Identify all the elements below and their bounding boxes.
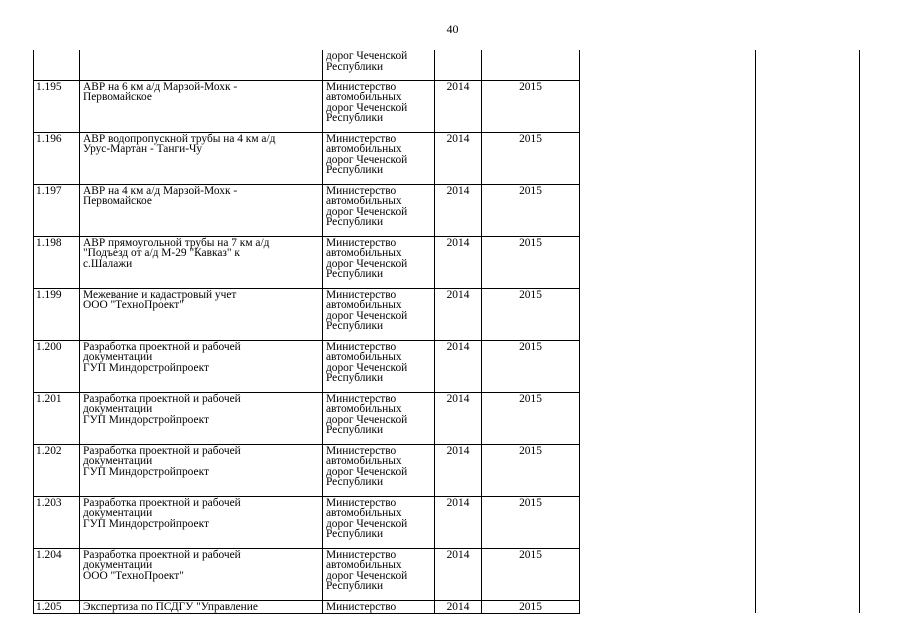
program-table xyxy=(33,50,860,614)
cell-empty xyxy=(756,132,860,184)
cell-year-start: 2014 xyxy=(435,288,482,340)
cell-organization: Министерство автомобильных дорог Чеченской Республики xyxy=(323,80,435,132)
cell-empty xyxy=(580,184,756,236)
cell-number xyxy=(34,50,80,80)
cell-number: 1.203 xyxy=(34,496,80,548)
cell-year-end: 2015 xyxy=(482,288,580,340)
cell-year-start: 2014 xyxy=(435,496,482,548)
cell-year-start: 2014 xyxy=(435,236,482,288)
cell-organization: Министерство автомобильных дорог Чеченской Республики xyxy=(323,496,435,548)
cell-year-start: 2014 xyxy=(435,392,482,444)
cell-empty xyxy=(580,392,756,444)
cell-year-start: 2014 xyxy=(435,444,482,496)
cell-organization: Министерство автомобильных дорог Чеченской Республики xyxy=(323,444,435,496)
cell-name: Разработка проектной и рабочей документации ГУП Миндорстройпроект xyxy=(80,340,323,392)
cell-empty xyxy=(756,80,860,132)
cell-year-end: 2015 xyxy=(482,600,580,613)
cell-name: АВР на 4 км а/д Марзой-Мохк - Первомайское xyxy=(80,184,323,236)
cell-year-end: 2015 xyxy=(482,80,580,132)
cell-empty xyxy=(756,392,860,444)
cell-year-end: 2015 xyxy=(482,236,580,288)
cell-name: Экспертиза по ПСДГУ "Управление xyxy=(80,600,323,613)
cell-year-start: 2014 xyxy=(435,184,482,236)
table-row xyxy=(34,236,860,288)
table-row xyxy=(34,80,860,132)
table-row xyxy=(34,444,860,496)
cell-empty xyxy=(756,50,860,80)
cell-organization: Министерство автомобильных дорог Чеченской Республики xyxy=(323,340,435,392)
cell-year-end: 2015 xyxy=(482,184,580,236)
cell-number: 1.204 xyxy=(34,548,80,600)
table-row xyxy=(34,392,860,444)
cell-year-start: 2014 xyxy=(435,548,482,600)
cell-name: Разработка проектной и рабочей документации ООО "ТехноПроект" xyxy=(80,548,323,600)
cell-year-end: 2015 xyxy=(482,132,580,184)
cell-name xyxy=(80,50,323,80)
table-row xyxy=(34,496,860,548)
cell-organization: дорог Чеченской Республики xyxy=(323,50,435,80)
cell-empty xyxy=(580,288,756,340)
cell-number: 1.200 xyxy=(34,340,80,392)
table-row xyxy=(34,184,860,236)
cell-year-end: 2015 xyxy=(482,496,580,548)
cell-number: 1.196 xyxy=(34,132,80,184)
cell-year-start: 2014 xyxy=(435,132,482,184)
cell-empty xyxy=(756,288,860,340)
table-row xyxy=(34,600,860,613)
cell-empty xyxy=(756,496,860,548)
cell-year-start xyxy=(435,50,482,80)
cell-year-end: 2015 xyxy=(482,392,580,444)
cell-empty xyxy=(580,444,756,496)
cell-year-end: 2015 xyxy=(482,444,580,496)
cell-empty xyxy=(580,496,756,548)
cell-number: 1.198 xyxy=(34,236,80,288)
cell-empty xyxy=(756,340,860,392)
cell-organization: Министерство автомобильных дорог Чеченской Республики xyxy=(323,392,435,444)
cell-name: Межевание и кадастровый учет ООО "ТехноПроект" xyxy=(80,288,323,340)
cell-organization: Министерство автомобильных дорог Чеченской Республики xyxy=(323,236,435,288)
table-row xyxy=(34,288,860,340)
cell-number: 1.199 xyxy=(34,288,80,340)
cell-empty xyxy=(580,236,756,288)
cell-year-start: 2014 xyxy=(435,600,482,613)
cell-empty xyxy=(580,80,756,132)
cell-organization: Министерство автомобильных дорог Чеченской Республики xyxy=(323,184,435,236)
cell-organization: Министерство автомобильных дорог Чеченской Республики xyxy=(323,288,435,340)
cell-empty xyxy=(756,444,860,496)
cell-empty xyxy=(756,548,860,600)
table-row xyxy=(34,548,860,600)
cell-organization: Министерство xyxy=(323,600,435,613)
cell-number: 1.202 xyxy=(34,444,80,496)
cell-empty xyxy=(580,548,756,600)
cell-empty xyxy=(580,132,756,184)
cell-name: Разработка проектной и рабочей документации ГУП Миндорстройпроект xyxy=(80,392,323,444)
cell-year-end: 2015 xyxy=(482,548,580,600)
cell-name: АВР на 6 км а/д Марзой-Мохк - Первомайское xyxy=(80,80,323,132)
cell-name: АВР водопропускной трубы на 4 км а/д Урус-Мартан - Танги-Чу xyxy=(80,132,323,184)
cell-number: 1.201 xyxy=(34,392,80,444)
table-row-continuation xyxy=(34,50,860,80)
cell-organization: Министерство автомобильных дорог Чеченской Республики xyxy=(323,132,435,184)
cell-name: Разработка проектной и рабочей документации ГУП Миндорстройпроект xyxy=(80,444,323,496)
table-row xyxy=(34,132,860,184)
cell-empty xyxy=(756,600,860,613)
cell-name: Разработка проектной и рабочей документации ГУП Миндорстройпроект xyxy=(80,496,323,548)
cell-number: 1.195 xyxy=(34,80,80,132)
cell-year-end xyxy=(482,50,580,80)
cell-year-end: 2015 xyxy=(482,340,580,392)
cell-empty xyxy=(580,600,756,613)
cell-year-start: 2014 xyxy=(435,80,482,132)
cell-number: 1.205 xyxy=(34,600,80,613)
page-number: 40 xyxy=(446,22,459,36)
cell-empty xyxy=(756,184,860,236)
cell-organization: Министерство автомобильных дорог Чеченской Республики xyxy=(323,548,435,600)
cell-name: АВР прямоугольной трубы на 7 км а/д "Подъезд от а/д М-29 "Кавказ" к с.Шалажи xyxy=(80,236,323,288)
cell-empty xyxy=(756,236,860,288)
cell-year-start: 2014 xyxy=(435,340,482,392)
table-row xyxy=(34,340,860,392)
cell-number: 1.197 xyxy=(34,184,80,236)
cell-empty xyxy=(580,50,756,80)
cell-empty xyxy=(580,340,756,392)
